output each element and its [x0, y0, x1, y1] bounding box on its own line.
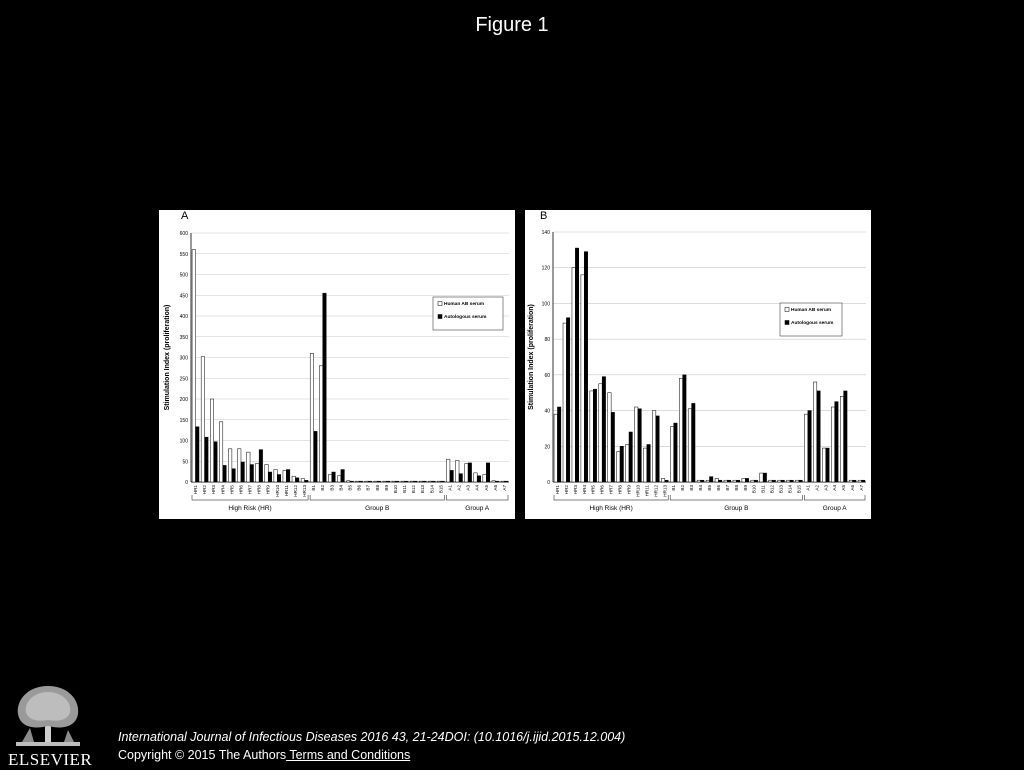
chart-panel-a	[159, 210, 515, 519]
bar-autologous	[754, 480, 757, 482]
bar-autologous	[395, 481, 398, 482]
x-tick-label: B1	[671, 485, 677, 491]
x-tick-label: HR8	[256, 485, 262, 495]
bar-autologous	[504, 481, 507, 482]
chart-a-svg	[159, 210, 515, 519]
bar-autologous	[359, 481, 362, 482]
x-tick-label: HR6	[599, 485, 605, 495]
bar-autologous	[250, 465, 253, 482]
x-tick-label: B5	[707, 485, 712, 491]
bar-human-ab	[554, 414, 557, 482]
bar-autologous	[656, 416, 659, 482]
bar-autologous	[665, 480, 668, 482]
bar-human-ab	[247, 452, 250, 482]
x-tick-label: B14	[429, 485, 435, 494]
legend-swatch	[785, 308, 789, 312]
bar-autologous	[718, 480, 721, 482]
x-tick-label: HR6	[238, 485, 244, 495]
x-tick-label: B7	[724, 485, 730, 491]
bar-autologous	[584, 252, 587, 482]
x-tick-label: HR2	[563, 485, 569, 495]
x-tick-label: A5	[483, 485, 489, 491]
bar-autologous	[683, 375, 686, 482]
x-tick-label: A5	[841, 485, 847, 491]
tree-logo-icon	[8, 680, 88, 750]
bar-human-ab	[292, 476, 295, 482]
x-tick-label: B13	[420, 485, 426, 494]
bar-human-ab	[256, 463, 259, 482]
x-tick-label: B15	[438, 485, 444, 494]
bar-autologous	[575, 248, 578, 482]
bar-autologous	[826, 448, 829, 482]
bar-human-ab	[492, 481, 495, 482]
bar-human-ab	[733, 480, 736, 482]
bar-autologous	[701, 480, 704, 482]
bar-human-ab	[210, 399, 213, 482]
bar-human-ab	[769, 480, 772, 482]
panel-letter-b: B	[540, 210, 548, 222]
bar-human-ab	[356, 481, 359, 482]
bar-autologous	[808, 411, 811, 482]
bar-autologous	[414, 481, 417, 482]
x-tick-label: A2	[814, 485, 820, 491]
x-tick-label: HR5	[590, 485, 596, 495]
bar-autologous	[241, 462, 244, 482]
x-tick-label: HR13	[302, 485, 308, 497]
y-tick-label: 0	[547, 480, 550, 486]
group-bracket	[554, 495, 668, 500]
y-tick-label: 600	[179, 231, 188, 237]
x-tick-label: A6	[492, 485, 498, 491]
bar-autologous	[486, 463, 489, 482]
group-bracket	[804, 495, 865, 500]
bar-human-ab	[301, 479, 304, 482]
bar-human-ab	[456, 460, 459, 482]
bar-human-ab	[347, 481, 350, 482]
x-tick-label: B12	[769, 485, 775, 494]
legend-swatch	[438, 302, 442, 306]
x-tick-label: A4	[832, 485, 838, 491]
x-tick-label: HR1	[554, 485, 560, 495]
bar-autologous	[295, 478, 298, 482]
bar-human-ab	[697, 480, 700, 482]
x-tick-label: B15	[796, 485, 802, 494]
x-tick-label: B4	[698, 485, 704, 491]
bar-human-ab	[599, 384, 602, 482]
x-tick-label: B3	[329, 485, 335, 491]
bar-human-ab	[715, 478, 718, 482]
y-tick-label: 400	[179, 314, 188, 320]
y-axis-label: Stimulation Index (proliferation)	[164, 304, 171, 411]
x-tick-label: HR3	[572, 485, 578, 495]
panel-letter-a: A	[181, 210, 189, 222]
x-tick-label: A1	[805, 485, 811, 491]
bar-human-ab	[419, 481, 422, 482]
bar-autologous	[341, 470, 344, 482]
bar-autologous	[277, 475, 280, 482]
bar-autologous	[853, 480, 856, 482]
bar-autologous	[477, 476, 480, 482]
x-tick-label: HR2	[202, 485, 208, 495]
x-tick-label: B14	[787, 485, 793, 494]
bar-autologous	[620, 446, 623, 482]
bar-human-ab	[437, 481, 440, 482]
x-tick-label: HR11	[644, 485, 650, 497]
bar-human-ab	[265, 465, 268, 482]
terms-link[interactable]: Terms and Conditions	[286, 748, 411, 762]
group-bracket	[310, 495, 444, 500]
y-tick-label: 450	[179, 293, 188, 300]
y-tick-label: 100	[179, 438, 188, 445]
bar-autologous	[727, 480, 730, 482]
y-tick-label: 120	[541, 265, 550, 272]
bar-human-ab	[724, 480, 727, 482]
bar-autologous	[232, 469, 235, 482]
bar-human-ab	[365, 481, 368, 482]
x-tick-label: HR11	[283, 485, 289, 497]
x-tick-label: HR4	[581, 485, 587, 495]
bar-human-ab	[501, 481, 504, 482]
bar-autologous	[214, 442, 217, 482]
bar-autologous	[674, 423, 677, 482]
bar-human-ab	[328, 475, 331, 482]
y-tick-label: 140	[541, 230, 550, 236]
group-label: High Risk (HR)	[228, 505, 272, 512]
bar-autologous	[459, 474, 462, 482]
bar-human-ab	[228, 449, 231, 482]
bar-autologous	[710, 477, 713, 482]
bar-autologous	[593, 389, 596, 482]
bar-autologous	[286, 470, 289, 482]
bar-human-ab	[760, 473, 763, 482]
x-tick-label: B9	[383, 485, 389, 491]
bar-autologous	[305, 480, 308, 482]
bar-human-ab	[383, 481, 386, 482]
bar-autologous	[377, 481, 380, 482]
bar-human-ab	[644, 448, 647, 482]
y-tick-label: 550	[179, 251, 188, 258]
bar-autologous	[423, 481, 426, 482]
bar-human-ab	[392, 481, 395, 482]
x-tick-label: HR4	[220, 485, 226, 495]
bar-human-ab	[410, 481, 413, 482]
bar-human-ab	[446, 459, 449, 482]
x-tick-label: B2	[680, 485, 686, 491]
bar-human-ab	[310, 353, 313, 482]
x-tick-label: B10	[392, 485, 398, 494]
bar-autologous	[790, 480, 793, 482]
x-tick-label: B12	[411, 485, 417, 494]
bar-human-ab	[401, 481, 404, 482]
x-tick-label: B2	[320, 485, 326, 491]
bar-autologous	[745, 478, 748, 482]
bar-human-ab	[474, 473, 477, 482]
x-tick-label: HR3	[211, 485, 217, 495]
bar-human-ab	[831, 407, 834, 482]
bar-human-ab	[274, 470, 277, 482]
legend-label: Autologous serum	[444, 315, 487, 320]
bar-human-ab	[840, 396, 843, 482]
bar-autologous	[314, 431, 317, 482]
bar-human-ab	[283, 470, 286, 482]
y-tick-label: 80	[544, 337, 550, 344]
bar-human-ab	[778, 480, 781, 482]
bar-autologous	[323, 293, 326, 482]
x-tick-label: HR12	[653, 485, 659, 497]
bar-human-ab	[590, 391, 593, 482]
x-tick-label: B8	[733, 485, 739, 491]
x-tick-label: A7	[501, 485, 507, 491]
x-tick-label: B5	[347, 485, 353, 491]
bar-autologous	[350, 481, 353, 482]
bar-autologous	[196, 427, 199, 482]
group-label: High Risk (HR)	[589, 505, 633, 512]
x-tick-label: HR1	[193, 485, 199, 495]
bar-human-ab	[428, 481, 431, 482]
bar-human-ab	[219, 422, 222, 482]
x-tick-label: B6	[715, 485, 721, 491]
bar-human-ab	[319, 366, 322, 482]
bar-autologous	[629, 432, 632, 482]
x-tick-label: A3	[465, 485, 471, 491]
bar-human-ab	[563, 323, 566, 482]
bar-human-ab	[572, 268, 575, 482]
bar-human-ab	[679, 378, 682, 482]
group-label: Group A	[465, 505, 490, 512]
x-tick-label: HR10	[274, 485, 280, 497]
bar-human-ab	[483, 475, 486, 482]
bar-autologous	[611, 412, 614, 482]
bar-autologous	[450, 470, 453, 482]
x-tick-label: HR7	[247, 485, 253, 495]
figure-title: Figure 1	[475, 14, 549, 36]
bar-human-ab	[787, 480, 790, 482]
bar-human-ab	[849, 480, 852, 482]
group-label: Group B	[365, 505, 390, 512]
bar-human-ab	[626, 445, 629, 483]
y-tick-label: 250	[179, 376, 188, 383]
y-axis-label: Stimulation Index (proliferation)	[528, 304, 535, 410]
bar-autologous	[557, 407, 560, 482]
legend-swatch	[785, 321, 789, 325]
bar-human-ab	[670, 427, 673, 482]
bar-autologous	[862, 480, 865, 482]
bar-human-ab	[635, 407, 638, 482]
x-tick-label: HR13	[662, 485, 668, 497]
bar-human-ab	[238, 449, 241, 482]
y-tick-label: 200	[179, 397, 188, 403]
x-tick-label: HR7	[608, 485, 614, 495]
bar-autologous	[495, 481, 498, 482]
bar-human-ab	[337, 476, 340, 482]
y-tick-label: 20	[544, 444, 550, 451]
bar-autologous	[602, 377, 605, 482]
x-tick-label: HR9	[265, 485, 271, 495]
bar-human-ab	[706, 480, 709, 482]
x-tick-label: HR10	[635, 485, 641, 497]
y-tick-label: 40	[544, 408, 550, 415]
legend-label: Human AB serum	[444, 302, 485, 307]
bar-autologous	[835, 402, 838, 482]
bar-autologous	[817, 391, 820, 482]
group-bracket	[446, 495, 508, 500]
x-tick-label: A7	[859, 485, 865, 491]
bar-autologous	[441, 481, 444, 482]
x-tick-label: A1	[447, 485, 453, 491]
x-tick-label: B3	[689, 485, 695, 491]
x-tick-label: HR12	[292, 485, 298, 497]
bar-autologous	[692, 403, 695, 482]
bar-human-ab	[465, 464, 468, 482]
bar-human-ab	[688, 409, 691, 482]
bar-autologous	[781, 480, 784, 482]
bar-human-ab	[804, 414, 807, 482]
bar-human-ab	[617, 452, 620, 482]
x-tick-label: B11	[402, 485, 408, 493]
bar-autologous	[468, 463, 471, 482]
bar-autologous	[799, 480, 802, 482]
y-tick-label: 350	[179, 334, 188, 341]
x-tick-label: HR5	[229, 485, 235, 495]
bar-human-ab	[192, 250, 195, 482]
bar-human-ab	[374, 481, 377, 482]
bar-human-ab	[201, 357, 204, 482]
bar-autologous	[268, 472, 271, 482]
x-tick-label: B6	[356, 485, 362, 491]
x-tick-label: B7	[365, 485, 371, 491]
y-tick-label: 100	[541, 301, 550, 308]
bar-human-ab	[652, 411, 655, 482]
x-tick-label: B8	[374, 485, 380, 491]
group-bracket	[192, 495, 308, 500]
x-tick-label: B11	[760, 485, 766, 493]
x-tick-label: A3	[823, 485, 829, 491]
copyright-text: Copyright © 2015 The Authors	[118, 748, 287, 762]
bar-human-ab	[742, 478, 745, 482]
bar-autologous	[259, 450, 262, 482]
bar-human-ab	[858, 480, 861, 482]
x-tick-label: B4	[338, 485, 344, 491]
bar-autologous	[432, 481, 435, 482]
y-tick-label: 300	[179, 355, 188, 362]
group-label: Group A	[822, 505, 847, 512]
bar-autologous	[763, 473, 766, 482]
bar-human-ab	[813, 382, 816, 482]
x-tick-label: HR9	[626, 485, 632, 495]
copyright-line	[118, 748, 410, 762]
y-tick-label: 500	[179, 272, 188, 279]
bar-autologous	[647, 445, 650, 483]
citation-text: International Journal of Infectious Diseases 2016 43, 21-24DOI: (10.1016/j.ijid.2015.12.004)	[118, 730, 626, 744]
x-tick-label: B10	[751, 485, 757, 494]
legend-swatch	[438, 315, 442, 319]
group-label: Group B	[724, 505, 749, 512]
bar-autologous	[332, 472, 335, 482]
legend-label: Human AB serum	[791, 308, 832, 313]
bar-autologous	[223, 465, 226, 482]
bar-autologous	[368, 481, 371, 482]
bar-autologous	[386, 481, 389, 482]
chart-b-svg	[525, 210, 871, 519]
bar-human-ab	[751, 480, 754, 482]
x-tick-label: A6	[850, 485, 856, 491]
chart-panel-b	[525, 210, 871, 519]
bar-autologous	[844, 391, 847, 482]
x-tick-label: A4	[474, 485, 480, 491]
y-tick-label: 60	[544, 372, 550, 379]
bar-autologous	[205, 437, 208, 482]
bar-autologous	[638, 409, 641, 482]
bar-autologous	[405, 481, 408, 482]
y-tick-label: 0	[185, 480, 188, 486]
x-tick-label: HR8	[617, 485, 623, 495]
bar-autologous	[736, 480, 739, 482]
y-tick-label: 150	[179, 417, 188, 424]
legend-label: Autologous serum	[791, 321, 834, 326]
x-tick-label: B9	[742, 485, 748, 491]
bar-human-ab	[608, 393, 611, 482]
x-tick-label: B13	[778, 485, 784, 494]
x-tick-label: B1	[311, 485, 317, 491]
bar-autologous	[566, 318, 569, 482]
bar-human-ab	[581, 275, 584, 482]
bar-human-ab	[796, 480, 799, 482]
bar-human-ab	[661, 478, 664, 482]
elsevier-logo	[8, 680, 93, 769]
group-bracket	[670, 495, 802, 500]
elsevier-wordmark: ELSEVIER	[8, 750, 93, 769]
x-tick-label: A2	[456, 485, 462, 491]
bar-autologous	[772, 480, 775, 482]
y-tick-label: 50	[182, 459, 188, 466]
bar-human-ab	[822, 448, 825, 482]
